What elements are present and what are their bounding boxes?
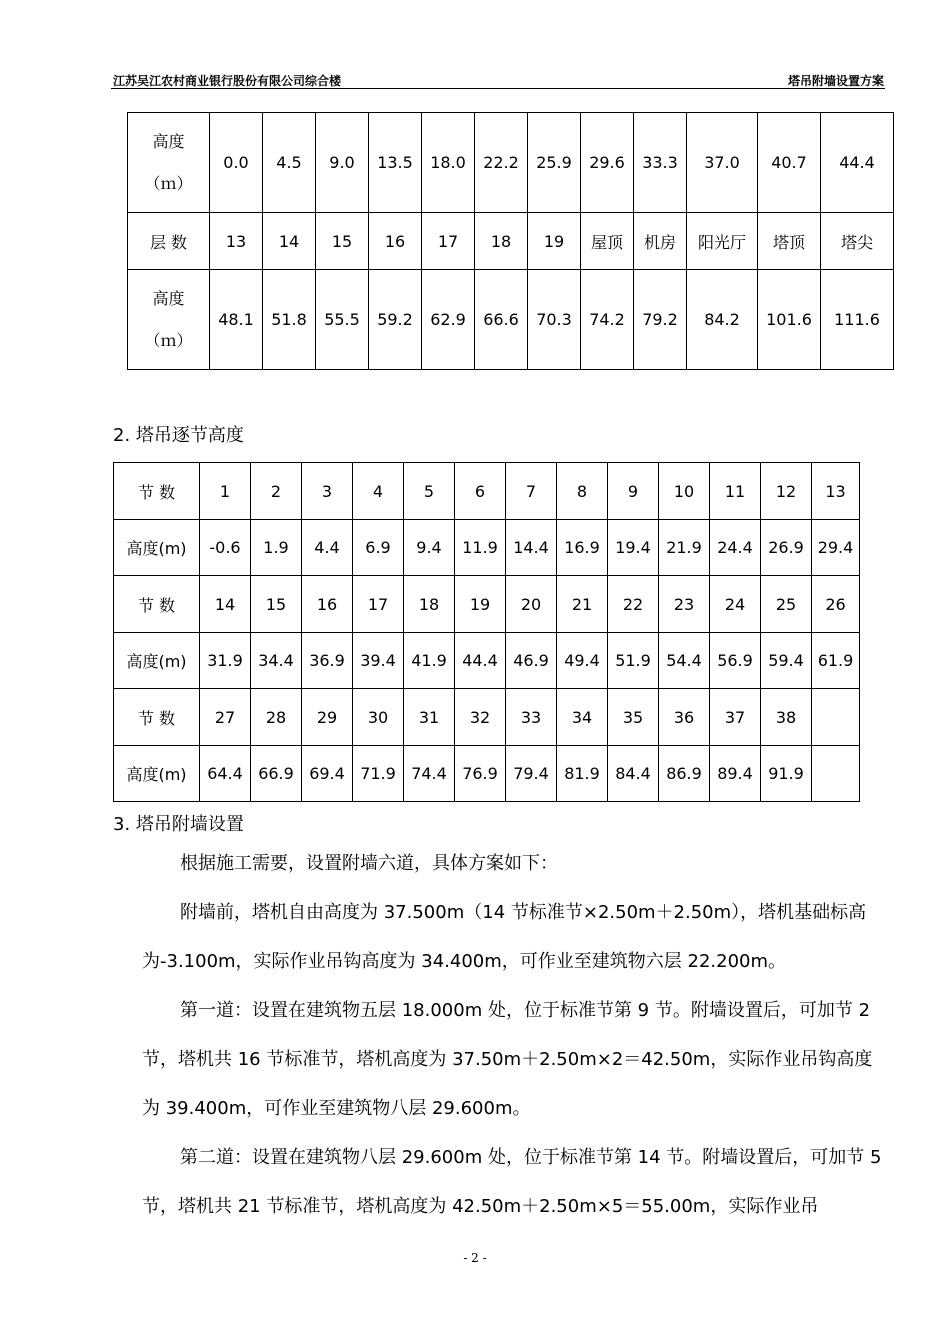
table-row xyxy=(128,113,894,213)
table-cell: 33.3 xyxy=(634,113,687,213)
table-cell xyxy=(812,746,860,802)
table-cell: 9 xyxy=(608,463,659,520)
table-cell: 36 xyxy=(659,689,710,746)
page-number: - 2 - xyxy=(463,1251,487,1265)
section-3-title: 3. 塔吊附墙设置 xyxy=(113,814,244,835)
table-cell: 61.9 xyxy=(812,633,860,689)
table-cell: 6.9 xyxy=(353,520,404,576)
table-cell: 86.9 xyxy=(659,746,710,802)
table-cell: 23 xyxy=(659,576,710,633)
table-cell: 66.9 xyxy=(251,746,302,802)
table-cell: 塔顶 xyxy=(758,213,821,270)
table-cell: 34 xyxy=(557,689,608,746)
row-label: 节 数 xyxy=(114,576,200,633)
table-cell: 18.0 xyxy=(422,113,475,213)
table-cell: 17 xyxy=(353,576,404,633)
table-cell: 屋顶 xyxy=(581,213,634,270)
table-cell: 37 xyxy=(710,689,761,746)
row-label: 高度(m) xyxy=(114,520,200,576)
table-cell: 44.4 xyxy=(821,113,894,213)
table-cell: 30 xyxy=(353,689,404,746)
table-cell: 14 xyxy=(200,576,251,633)
table-cell: 2 xyxy=(251,463,302,520)
table-cell: 36.9 xyxy=(302,633,353,689)
table-cell: 29 xyxy=(302,689,353,746)
table-cell: 12 xyxy=(761,463,812,520)
table-cell: 3 xyxy=(302,463,353,520)
table-cell: 14 xyxy=(263,213,316,270)
table-cell: 51.9 xyxy=(608,633,659,689)
table-cell: 70.3 xyxy=(528,270,581,370)
table-cell: 46.9 xyxy=(506,633,557,689)
row-label: 高度 （ｍ） xyxy=(128,270,210,370)
table-cell: 34.4 xyxy=(251,633,302,689)
table-cell: 40.7 xyxy=(758,113,821,213)
table-cell: 74.2 xyxy=(581,270,634,370)
table-cell: 25.9 xyxy=(528,113,581,213)
table-cell: 机房 xyxy=(634,213,687,270)
table-cell: 54.4 xyxy=(659,633,710,689)
table-cell: 37.0 xyxy=(687,113,758,213)
table-cell: 22.2 xyxy=(475,113,528,213)
row-label: 高度(m) xyxy=(114,633,200,689)
table-cell: 9.4 xyxy=(404,520,455,576)
table-cell: 16 xyxy=(369,213,422,270)
table-cell: 55.5 xyxy=(316,270,369,370)
row-label: 高度 （ｍ） xyxy=(128,113,210,213)
table-cell: 13 xyxy=(812,463,860,520)
table-cell: 84.2 xyxy=(687,270,758,370)
table-row xyxy=(114,689,860,746)
paragraph-before-attach: 附墙前，塔机自由高度为 37.500m（14 节标准节×2.50m＋2.50m），塔机基础标高为-3.100m，实际作业吊钩高度为 34.400m，可作业至建筑物六层 22.200m。 xyxy=(142,902,867,972)
table-cell: 4.5 xyxy=(263,113,316,213)
section-height-table xyxy=(113,462,860,802)
section-2-title: 2. 塔吊逐节高度 xyxy=(113,425,244,446)
table-cell: 29.4 xyxy=(812,520,860,576)
floor-height-table xyxy=(127,112,894,370)
row-label: 层 数 xyxy=(128,213,210,270)
table-cell: 26 xyxy=(812,576,860,633)
table-row xyxy=(114,746,860,802)
table-cell: 39.4 xyxy=(353,633,404,689)
table-cell: 29.6 xyxy=(581,113,634,213)
table-cell: 31 xyxy=(404,689,455,746)
table-cell: 21.9 xyxy=(659,520,710,576)
table-cell: 24 xyxy=(710,576,761,633)
table-cell: 10 xyxy=(659,463,710,520)
row-label: 节 数 xyxy=(114,463,200,520)
table-cell: 51.8 xyxy=(263,270,316,370)
table-cell: 4.4 xyxy=(302,520,353,576)
table-cell: 56.9 xyxy=(710,633,761,689)
paragraph-second-attach: 第二道：设置在建筑物八层 29.600m 处，位于标准节第 14 节。附墙设置后，可加节 5 节，塔机共 21 节标准节，塔机高度为 42.50m＋2.50m×5＝55.00m，实际作业吊 xyxy=(142,1147,882,1217)
table-cell: 11 xyxy=(710,463,761,520)
table-cell: 阳光厅 xyxy=(687,213,758,270)
table-cell: 5 xyxy=(404,463,455,520)
table-row xyxy=(114,463,860,520)
table-cell: 11.9 xyxy=(455,520,506,576)
table-cell: 1 xyxy=(200,463,251,520)
table-cell: 66.6 xyxy=(475,270,528,370)
table-cell: 塔尖 xyxy=(821,213,894,270)
table-cell: 22 xyxy=(608,576,659,633)
table-cell: 25 xyxy=(761,576,812,633)
table-cell: 17 xyxy=(422,213,475,270)
table-cell: 101.6 xyxy=(758,270,821,370)
table-cell: 111.6 xyxy=(821,270,894,370)
table-cell: 13 xyxy=(210,213,263,270)
paragraph-intro: 根据施工需要，设置附墙六道，具体方案如下： xyxy=(180,853,558,874)
table-cell: 24.4 xyxy=(710,520,761,576)
table-cell: 44.4 xyxy=(455,633,506,689)
table-cell: 69.4 xyxy=(302,746,353,802)
table-cell: 19 xyxy=(455,576,506,633)
table-cell: 74.4 xyxy=(404,746,455,802)
table-row xyxy=(114,520,860,576)
table-cell: 16 xyxy=(302,576,353,633)
table-cell: 89.4 xyxy=(710,746,761,802)
table-cell: 62.9 xyxy=(422,270,475,370)
table-cell: 18 xyxy=(404,576,455,633)
table-row xyxy=(114,576,860,633)
row-label: 节 数 xyxy=(114,689,200,746)
table-cell: 31.9 xyxy=(200,633,251,689)
table-cell: 64.4 xyxy=(200,746,251,802)
table-cell: 79.4 xyxy=(506,746,557,802)
table-cell: 21 xyxy=(557,576,608,633)
table-cell: 9.0 xyxy=(316,113,369,213)
table-cell: 33 xyxy=(506,689,557,746)
table-cell: 1.9 xyxy=(251,520,302,576)
table-cell: 19 xyxy=(528,213,581,270)
table-cell: 8 xyxy=(557,463,608,520)
table-row xyxy=(114,633,860,689)
table-cell: 79.2 xyxy=(634,270,687,370)
table-cell: 81.9 xyxy=(557,746,608,802)
table-cell: 19.4 xyxy=(608,520,659,576)
table-cell xyxy=(812,689,860,746)
header-rule xyxy=(111,88,885,89)
table-cell: 32 xyxy=(455,689,506,746)
header-right-title: 塔吊附墙设置方案 xyxy=(787,74,884,88)
table-cell: 18 xyxy=(475,213,528,270)
table-cell: 49.4 xyxy=(557,633,608,689)
table-cell: 59.2 xyxy=(369,270,422,370)
table-cell: 0.0 xyxy=(210,113,263,213)
table-cell: 15 xyxy=(251,576,302,633)
table-cell: 38 xyxy=(761,689,812,746)
paragraph-first-attach: 第一道：设置在建筑物五层 18.000m 处，位于标准节第 9 节。附墙设置后，可加节 2 节，塔机共 16 节标准节，塔机高度为 37.50m＋2.50m×2＝42.50m，实际作业吊钩高度为 39.400m，可作业至建筑物八层 29.600m。 xyxy=(142,1000,873,1119)
table-cell: 16.9 xyxy=(557,520,608,576)
table-cell: 35 xyxy=(608,689,659,746)
table-cell: 13.5 xyxy=(369,113,422,213)
table-cell: 48.1 xyxy=(210,270,263,370)
table-cell: 27 xyxy=(200,689,251,746)
table-cell: 41.9 xyxy=(404,633,455,689)
table-cell: 28 xyxy=(251,689,302,746)
table-cell: 4 xyxy=(353,463,404,520)
table-cell: 7 xyxy=(506,463,557,520)
table-cell: 71.9 xyxy=(353,746,404,802)
header-left-title: 江苏吴江农村商业银行股份有限公司综合楼 xyxy=(113,74,342,88)
table-cell: 14.4 xyxy=(506,520,557,576)
table-cell: 26.9 xyxy=(761,520,812,576)
table-row xyxy=(128,270,894,370)
table-cell: 84.4 xyxy=(608,746,659,802)
table-cell: 76.9 xyxy=(455,746,506,802)
table-cell: 6 xyxy=(455,463,506,520)
table-cell: -0.6 xyxy=(200,520,251,576)
table-cell: 15 xyxy=(316,213,369,270)
row-label: 高度(m) xyxy=(114,746,200,802)
table-cell: 59.4 xyxy=(761,633,812,689)
table-row xyxy=(128,213,894,270)
table-cell: 20 xyxy=(506,576,557,633)
table-cell: 91.9 xyxy=(761,746,812,802)
